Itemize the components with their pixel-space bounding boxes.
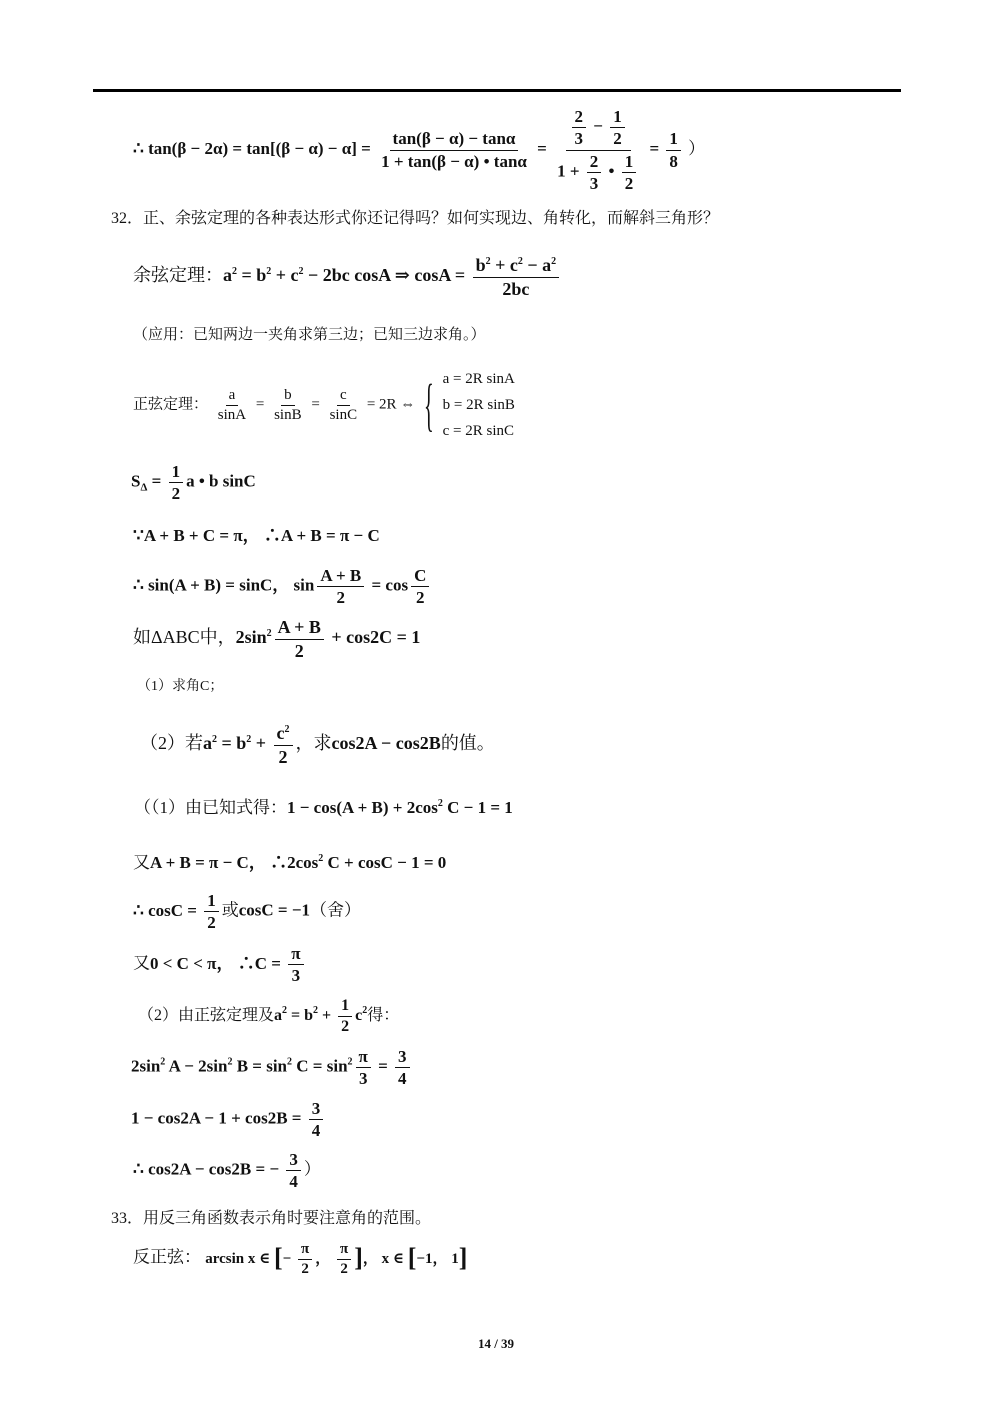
header-rule: [93, 89, 901, 92]
tan-formula-line: ∴ tan(β − 2α) = tan[(β − α) − α] = $\frac{\tan(\beta - \alpha) - \tan\alpha}{1 + \tan(\beta - \alpha) • \tan\alpha}$ = $\frac{2}{3}$ − $\frac{1}{2}$ 1 + $\frac{2}{3}$ • $\frac{1}{2}$ = $\frac{1}{8}$ ）: [133, 107, 706, 193]
solution1-step3: ∴ cosC = $\frac{1}{2}$ 或cosC = −1（舍）: [133, 891, 362, 933]
again-word: 又: [133, 853, 150, 872]
solution1-step4: 又0 < C < π， ∴C = $\frac{\pi}{3}$: [133, 943, 307, 987]
application-note: （应用：已知两边一夹角求第三边；已知三边求角。）: [133, 327, 486, 343]
part2-prefix: （2）若: [140, 733, 203, 754]
solution2-line: （2）由正弦定理及$a^2 = b^2$ + $\frac{1}{2}$ $c^2$得：: [138, 997, 400, 1035]
solution1-line: （（1）由已知式得：$1 - \cos(A + B) + 2\cos^2$ C − 1 = 1: [134, 798, 513, 817]
example-line: 如ΔABC中，$2\sin^2$ $\frac{A + B}{2}$ + cos2C = 1: [133, 617, 421, 661]
example-prefix: 如ΔABC中，: [133, 627, 236, 648]
arcsin-line: 反正弦： arcsin x ∈ [− $\frac{\pi}{2}$ ， $\frac{\pi}{2}$ ]， x ∈ [−1， 1]: [133, 1241, 468, 1277]
sine-law-line: 正弦定理： $\frac{a}{\sin A}$ = $\frac{b}{\sin B}$ = $\frac{c}{\sin C}$ = 2R ⇔ { a = 2R sinA b = 2R sinB c = 2R sinC: [133, 371, 515, 439]
sin-relation-line: ∴ sin(A + B) = sinC， sin $\frac{A + B}{2}$ = cos $\frac{C}{2}$: [133, 565, 432, 609]
q33-text: 33．用反三角函数表示角时要注意角的范围。: [111, 1210, 432, 1227]
area-formula: $S_\Delta$ = $\frac{1}{2}$ a • b sinC: [131, 462, 256, 504]
reject-note: （舍）: [310, 900, 362, 920]
cosine-law-label: 余弦定理：: [133, 265, 223, 286]
part2-mid: ，求: [295, 733, 332, 754]
solution2-step2: 1 − cos2A − 1 + cos2B = $\frac{3}{4}$: [131, 1098, 326, 1142]
part1-question: （1）求角C；: [137, 679, 224, 694]
solution2-suffix: 得：: [367, 1007, 400, 1025]
arcsin-label: 反正弦：: [133, 1247, 201, 1267]
part2-question: （2）若$a^2 = b^2$ + $\frac{c^2}{2}$ ，求cos2A − cos2B的值。: [140, 723, 495, 767]
or-word: 或: [221, 900, 239, 920]
solution2-step1: $2\sin^2$ $A - 2\sin^2$ $B = \sin^2 C = \sin^2$ $\frac{\pi}{3}$ = $\frac{3}{4}$: [131, 1046, 413, 1090]
solution1-step2: 又A + B = π − C， $\therefore 2\cos^2$ C + cosC − 1 = 0: [133, 853, 447, 872]
sine-law-label: 正弦定理：: [133, 396, 209, 413]
angle-sum-line: ∵A + B + C = π， ∴A + B = π − C: [133, 526, 380, 545]
solution2-prefix: （2）由正弦定理及: [138, 1007, 275, 1025]
q32-text: 32．正、余弦定理的各种表达形式你还记得吗？如何实现边、角转化，而解斜三角形？: [111, 210, 720, 227]
part2-suffix: 的值。: [440, 733, 495, 754]
again-word: 又: [133, 953, 150, 973]
page-number: 14 / 39: [477, 1336, 515, 1351]
solution2-result: ∴ cos2A − cos2B = − $\frac{3}{4}$ ）: [133, 1150, 321, 1192]
solution1-prefix: （（1）由已知式得：: [134, 798, 287, 817]
cosine-law-line: 余弦定理：$a^2 = b^2 + c^2 - 2bc$ cosA ⇒ cosA = $\frac{b^2 + c^2 - a^2}{2bc}$: [133, 254, 562, 300]
